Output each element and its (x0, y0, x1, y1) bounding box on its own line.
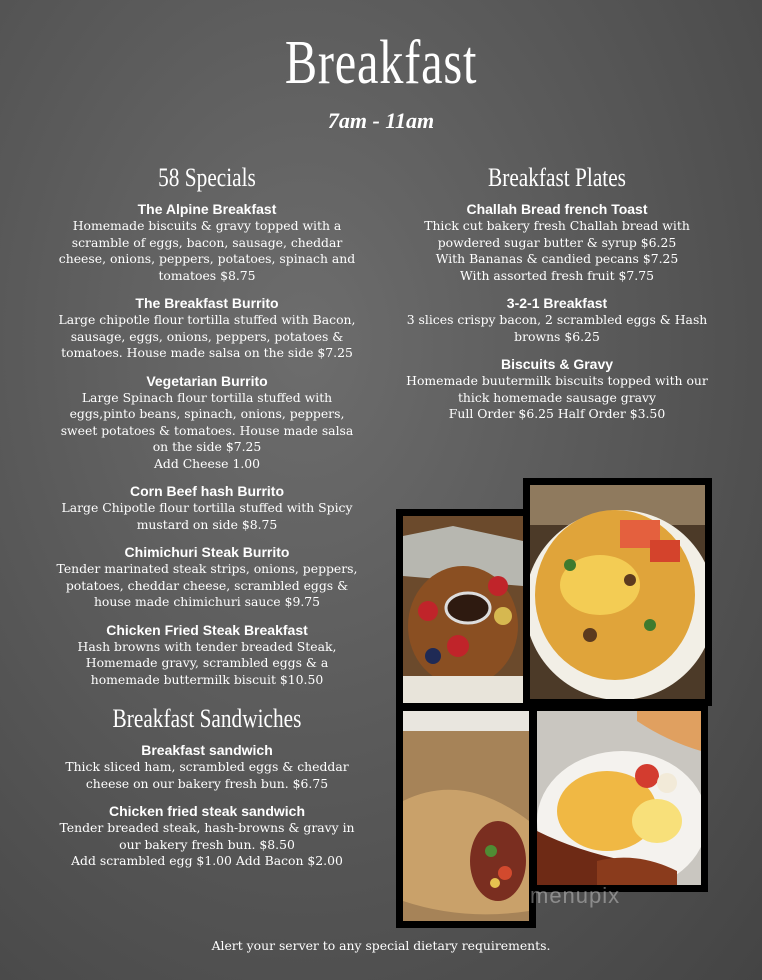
item-name: Chicken fried steak sandwich (108, 803, 306, 819)
item-description: Thick cut bakery fresh Challah bread with powdered sugar butter & syrup $6.25 With Bananas & candied pecans $7.25 With assorted fresh fruit $7.75 (424, 218, 690, 283)
item-description: 3 slices crispy bacon, 2 scrambled eggs & Hash browns $6.25 (406, 312, 708, 344)
item-description: Large Chipotle flour tortilla stuffed with Spicy mustard on side $8.75 (61, 500, 353, 532)
item-name: Chimichuri Steak Burrito (124, 544, 290, 560)
specials-heading: 58 Specials (158, 163, 256, 192)
menu-item (52, 544, 362, 611)
plates-heading: Breakfast Plates (488, 163, 626, 192)
item-description: Homemade biscuits & gravy topped with a scramble of eggs, bacon, sausage, cheddar cheese, onions, peppers, potatoes, spinach and tomatoes $8.75 (58, 218, 356, 283)
bacon-plate-photo (530, 704, 708, 892)
item-description: Hash browns with tender breaded Steak, Homemade gravy, scrambled eggs & a homemade buttermilk biscuit $10.50 (77, 638, 337, 687)
item-name: Corn Beef hash Burrito (129, 483, 284, 499)
menu-item (52, 201, 362, 284)
menupix-watermark: menupix (530, 883, 621, 908)
scramble-photo (523, 478, 712, 706)
item-name: The Breakfast Burrito (135, 295, 279, 311)
menu-item (52, 742, 362, 792)
french-toast-photo (396, 509, 530, 710)
right-column (398, 163, 716, 434)
menu-item (52, 373, 362, 473)
sandwiches-heading: Breakfast Sandwiches (112, 704, 302, 733)
menu-item (398, 201, 716, 284)
item-name: Vegetarian Burrito (146, 372, 268, 389)
menu-item (52, 295, 362, 362)
item-name: Breakfast sandwich (141, 742, 273, 758)
item-name: Chicken Fried Steak Breakfast (106, 621, 308, 638)
item-description: Thick sliced ham, scrambled eggs & cheddar cheese on our bakery fresh bun. $6.75 (65, 759, 349, 791)
dietary-note: Alert your server to any special dietary requirements. (211, 938, 551, 953)
item-description: Large Spinach flour tortilla stuffed with eggs,pinto beans, spinach, onions, peppers, sweet potatoes & tomatoes. House made salsa on the side $7.25 Add Cheese 1.00 (60, 389, 354, 471)
item-description: Tender breaded steak, hash-browns & gravy in our bakery fresh bun. $8.50 Add scrambled egg $1.00 Add Bacon $2.00 (59, 820, 355, 868)
item-description: Large chipotle flour tortilla stuffed with Bacon, sausage, eggs, onions, peppers, potatoes & tomatoes. House made salsa on the side $7.25 (58, 312, 356, 360)
menu-item (398, 356, 716, 423)
menu-title: Breakfast (284, 29, 478, 97)
item-name: 3-2-1 Breakfast (506, 295, 608, 311)
menu-item (52, 483, 362, 533)
menu-item (52, 803, 362, 870)
item-description: Homemade buutermilk biscuits topped with our thick homemade sausage gravy Full Order $6.25 Half Order $3.50 (406, 373, 708, 421)
item-name: Biscuits & Gravy (500, 356, 614, 372)
menu-hours: 7am - 11am (327, 108, 435, 133)
burrito-photo (396, 704, 536, 928)
left-column (52, 163, 362, 881)
menu-item (52, 622, 362, 689)
item-name: The Alpine Breakfast (137, 201, 277, 217)
item-name: Challah Bread french Toast (466, 201, 648, 217)
item-description: Tender marinated steak strips, onions, peppers, potatoes, cheddar cheese, scrambled eggs & house made chimichuri sauce $9.75 (56, 561, 358, 609)
menu-item (398, 295, 716, 345)
